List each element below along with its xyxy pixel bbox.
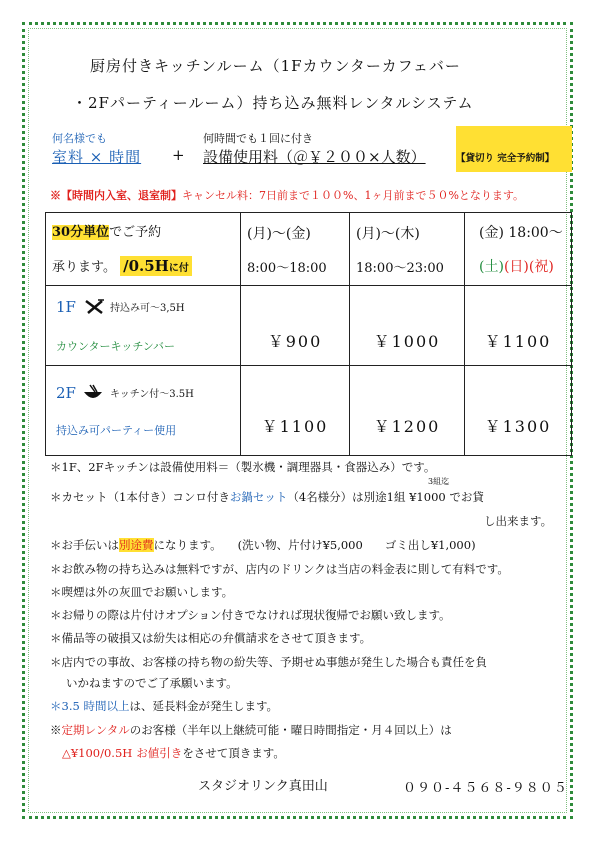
note-help-extra: 別途費 xyxy=(119,538,154,552)
col1-hours: 8:00～18:00 xyxy=(247,260,327,276)
plus-sign: + xyxy=(172,146,185,164)
reservation-badge: 【貸切り 完全予約制】 xyxy=(456,153,555,164)
unit-text: でご予約 xyxy=(109,224,162,240)
note-help-c: になります。 xyxy=(153,538,222,552)
note-cleanup: ＊お帰りの際は片付けオプション付きでなければ現状復帰でお願い致します。 xyxy=(50,608,451,622)
col3-hol: (祝) xyxy=(528,259,554,275)
per-unit: /0.5H xyxy=(123,256,169,275)
col1-days: (月)～(金) xyxy=(247,225,311,242)
equipment-fee-formula: 設備使用料（＠￥２００×人数） xyxy=(203,148,426,166)
any-people-label: 何名様でも xyxy=(52,132,107,145)
note-liability-1: ＊店内での事故、お客様の持ち物の紛失等、予期せぬ事態が発生した場合も責任を負 xyxy=(50,655,487,669)
cancel-label: ※【時間内入室、退室制】 xyxy=(50,189,182,202)
reservation-badge-bg xyxy=(456,126,572,172)
title-line-1: 厨房付きキッチンルーム（1Fカウンターカフェバー xyxy=(90,57,461,75)
note-regular-text: のお客様（半年以上継続可能・曜日時間指定・月４回以上）は xyxy=(129,723,452,737)
note-smoking: ＊喫煙は外の灰皿でお願いします。 xyxy=(50,585,234,599)
note-cassette-d: し出来ます。 xyxy=(484,514,553,528)
note-overtime-hours: ＊3.5 時間以上 xyxy=(50,699,130,713)
row2-name: 持込み可パーティー使用 xyxy=(56,423,177,437)
note-help-wash: (洗い物、片付け¥5,000 xyxy=(237,538,363,552)
note-regular-rental: 定期レンタル xyxy=(61,723,130,737)
note-discount-text: をさせて頂きます。 xyxy=(182,746,285,760)
fork-knife-icon xyxy=(84,299,106,315)
note-kitchen: ＊1F、2Fキッチンは設備使用料＝（製氷機・調理器具・食器込み）です。 xyxy=(50,460,436,474)
per-unit-suffix: に付 xyxy=(168,262,189,274)
row1-price-1: ￥900 xyxy=(241,286,350,366)
col-weekday-day xyxy=(241,213,350,286)
col2-days: (月)～(木) xyxy=(356,225,420,242)
note-help xyxy=(50,537,476,553)
note-liability-2: いかねますのでご了承願います。 xyxy=(66,676,238,690)
phone-number: ０９０-４５６８-９８０５ xyxy=(403,781,568,796)
note-cassette-a: ＊カセット（1本付き）コンロ付き xyxy=(50,490,230,504)
unit-header-cell xyxy=(46,213,241,286)
note-damage: ＊備品等の破損又は紛失は相応の弁償請求をさせて頂きます。 xyxy=(50,631,372,645)
note-cassette xyxy=(50,489,484,505)
note-discount-word: お値引き xyxy=(136,746,183,760)
note-set-limit: 3組迄 xyxy=(428,477,450,486)
col3-sun: (日) xyxy=(503,259,529,275)
note-discount xyxy=(62,745,285,761)
per-unit-highlight xyxy=(120,256,192,276)
col-weekend xyxy=(465,213,572,286)
note-regular-mark: ※ xyxy=(50,723,62,737)
title-line-2: ・2Fパーティールーム）持ち込み無料レンタルシステム xyxy=(72,94,474,112)
col3-days: (金) 18:00～ xyxy=(479,225,563,241)
any-hours-label: 何時間でも１回に付き xyxy=(203,132,313,145)
note-help-trash: ゴミ出し¥1,000) xyxy=(384,538,476,552)
note-overtime-text: は、延長料金が発生します。 xyxy=(129,699,279,713)
row2-price-3: ￥1300 xyxy=(465,366,572,456)
note-drinks: ＊お飲み物の持ち込みは無料ですが、店内のドリンクは当店の料金表に則して有料です。 xyxy=(50,562,509,576)
col-weekday-night xyxy=(350,213,465,286)
row1-label-cell xyxy=(46,286,241,366)
note-discount-amount: △¥100/0.5H xyxy=(62,746,133,760)
note-pot-set: お鍋セット xyxy=(229,490,288,504)
room-time-formula: 室料 × 時間 xyxy=(52,148,142,166)
row2-floor: 2F xyxy=(56,383,76,402)
note-overtime xyxy=(50,698,278,714)
row1-floor: 1F xyxy=(56,297,76,316)
accept-text: 承ります。 xyxy=(52,259,116,275)
col3-sat: (土) xyxy=(479,259,504,275)
row2-label-cell xyxy=(46,366,241,456)
bowl-icon xyxy=(82,384,104,402)
row1-sub: 持込み可～3,5H xyxy=(109,303,185,314)
note-regular xyxy=(50,722,452,738)
note-help-a: ＊お手伝いは xyxy=(50,538,119,552)
studio-name: スタジオリンク真田山 xyxy=(198,779,328,794)
row1-name: カウンターキッチンバー xyxy=(56,339,176,353)
row1-price-3: ￥1100 xyxy=(465,286,572,366)
col2-hours: 18:00～23:00 xyxy=(356,260,444,276)
note-cassette-c: （4名様分）は別途1組 ¥1000 でお貸 xyxy=(287,490,484,504)
row2-sub: キッチン付～3.5H xyxy=(109,389,194,400)
table-row xyxy=(46,366,572,456)
table-row xyxy=(46,286,572,366)
row2-price-2: ￥1200 xyxy=(350,366,465,456)
row1-price-2: ￥1000 xyxy=(350,286,465,366)
cancel-text: キャンセル料：7日前まで１００%、1ヶ月前まで５０%となります。 xyxy=(182,189,525,202)
unit-highlight: 30分単位 xyxy=(52,224,110,240)
cancel-policy xyxy=(50,187,524,203)
row2-price-1: ￥1100 xyxy=(241,366,350,456)
price-table xyxy=(45,212,572,456)
